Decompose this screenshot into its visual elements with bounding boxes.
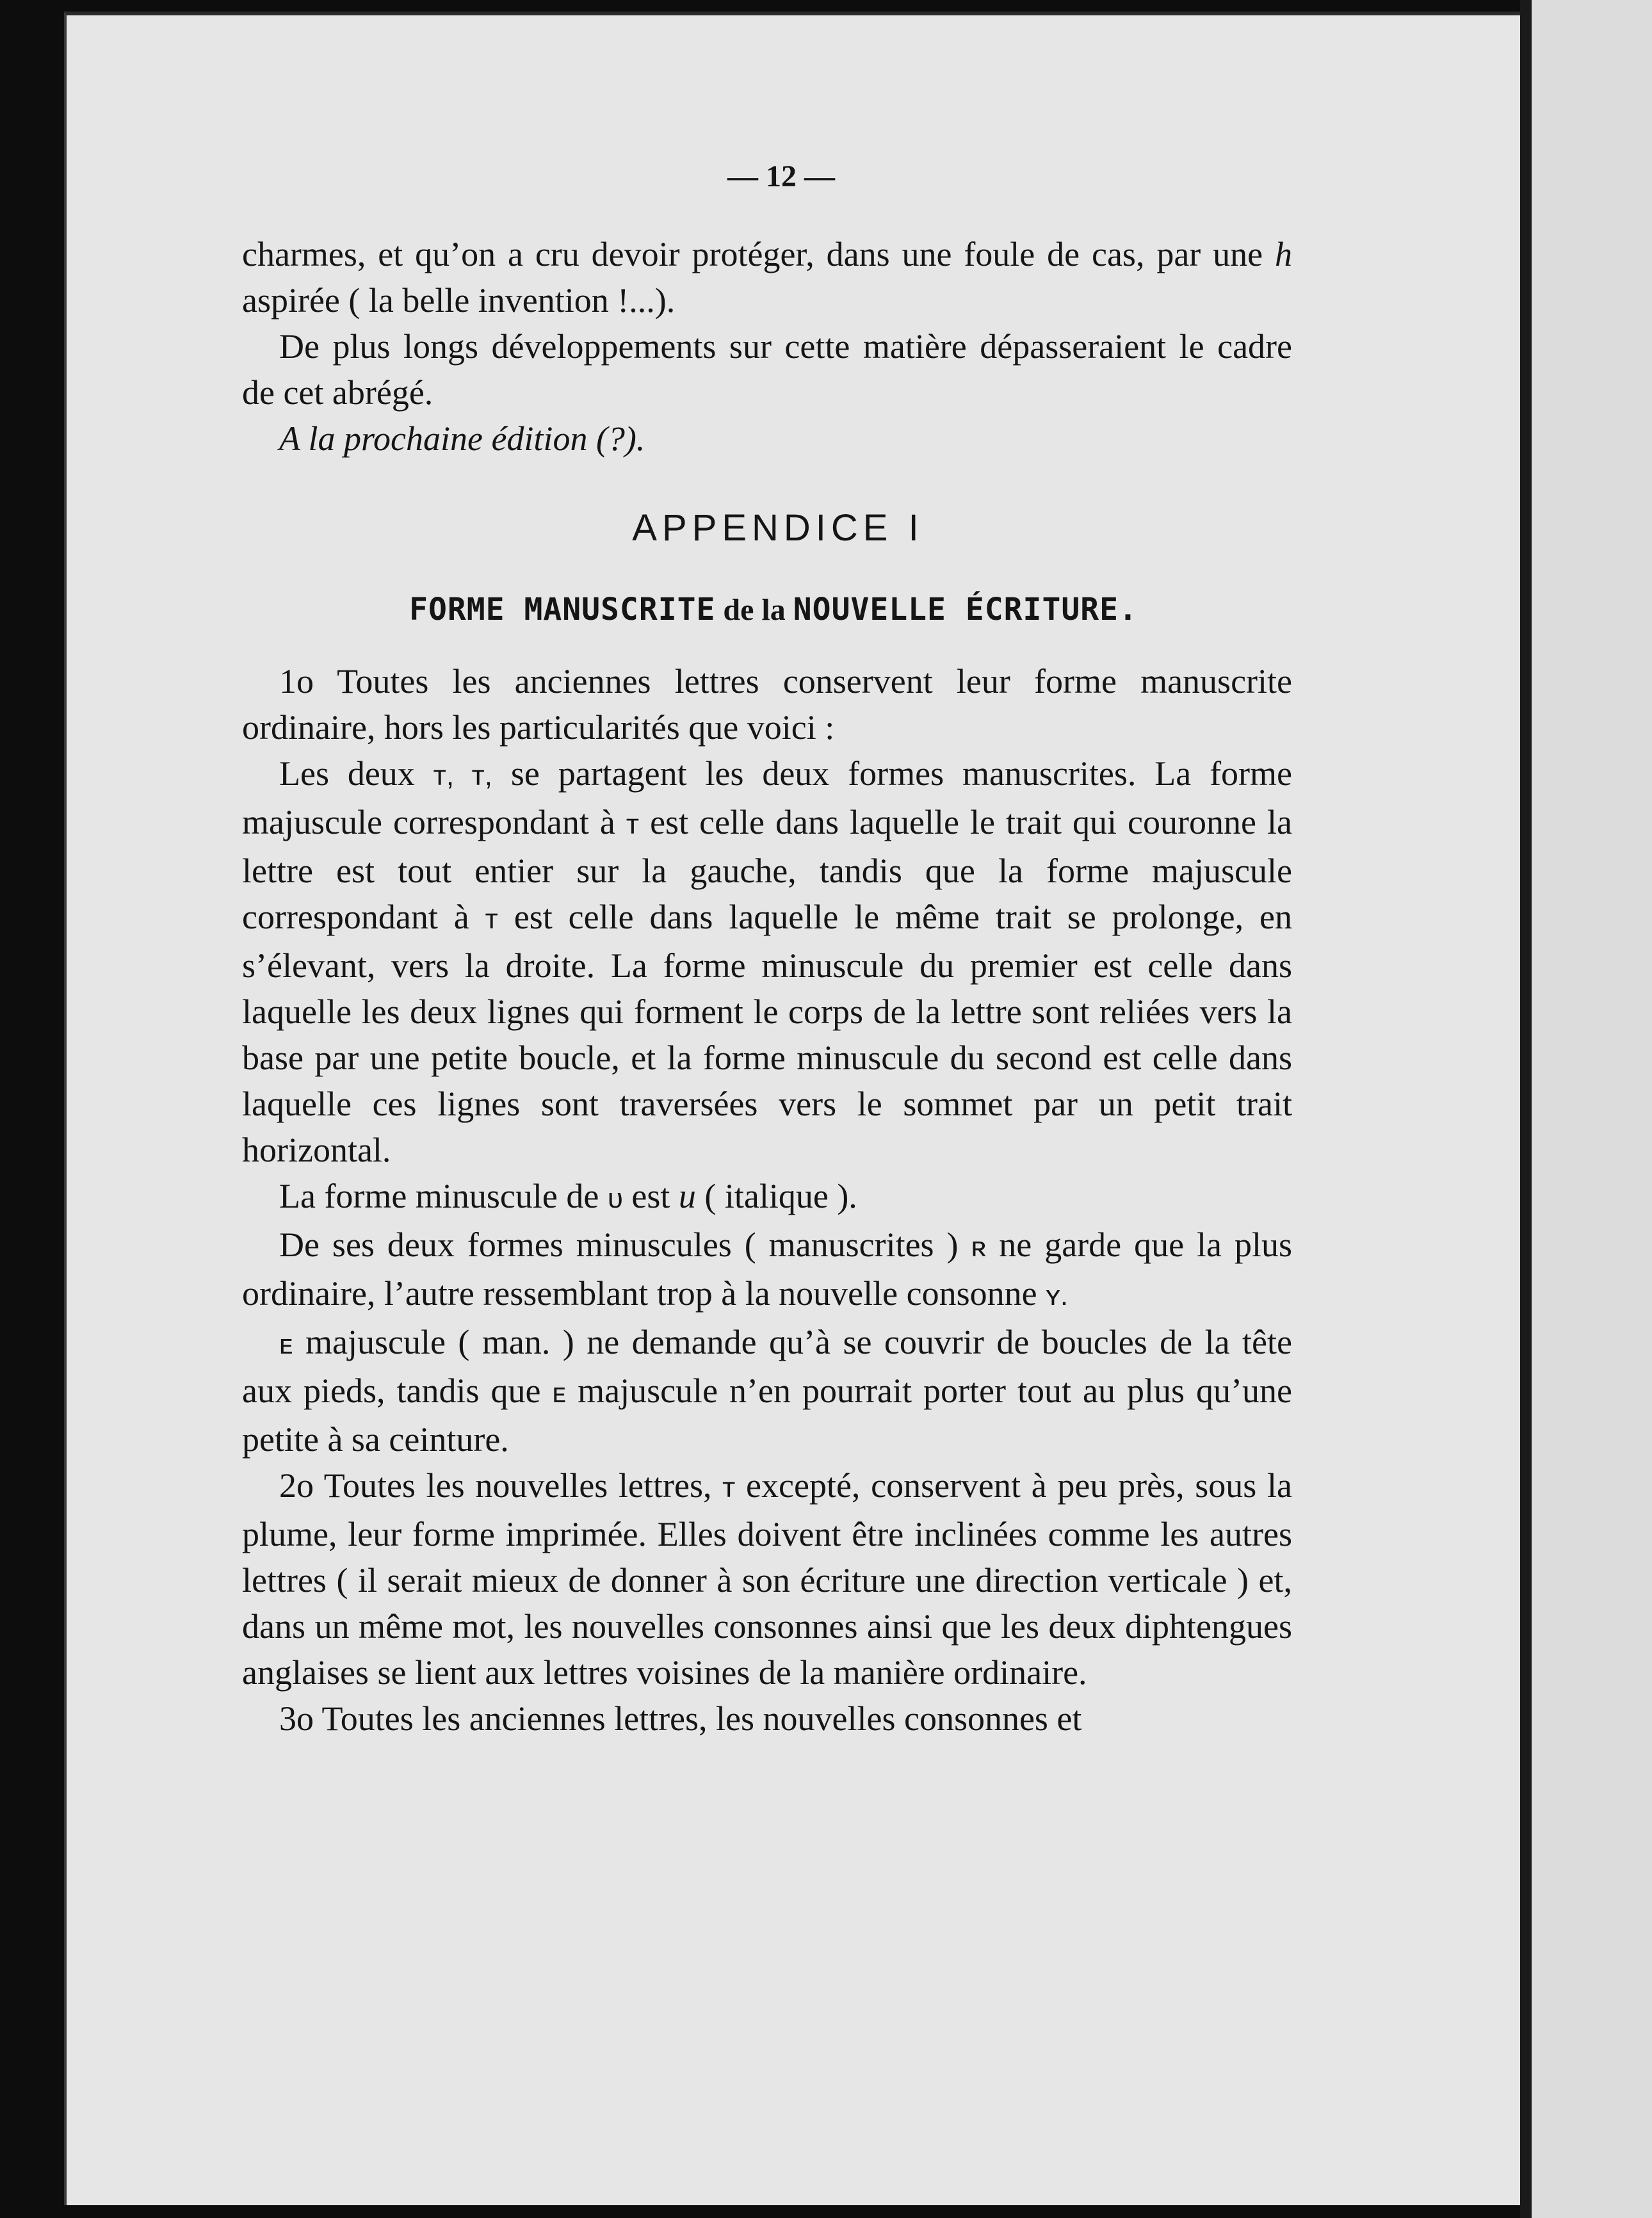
section-heading-part-3: NOUVELLE ÉCRITURE. [793, 592, 1138, 627]
special-letter: ᴛ [722, 1472, 736, 1503]
italic-h: h [1275, 235, 1292, 273]
section-heading-part-1: FORME MANUSCRITE [409, 592, 716, 627]
special-letter: ᴇ [552, 1377, 567, 1409]
text-run: se partagent les deux formes manuscrites. La forme majuscule correspondant à [242, 754, 1293, 841]
body-paragraph-1: 1o Toutes les anciennes lettres conservent leur forme manuscrite ordinaire, hors les particularités que voici : [242, 662, 1292, 747]
body-paragraph-6 [242, 1462, 1292, 1696]
special-letter: ᴛ [626, 809, 640, 840]
text-run: La forme minuscule de [279, 1177, 608, 1215]
special-letter: ᴛ [485, 903, 498, 935]
next-edition-note: A la prochaine édition [279, 419, 588, 458]
text-run: ( italique ). [695, 1177, 857, 1215]
special-letter: ᴜ [607, 1183, 623, 1214]
intro-paragraph-2: De plus longs développements sur cette matière dépasseraient le cadre de cet abrégé. [242, 327, 1292, 412]
text-run: est [622, 1177, 679, 1215]
adjacent-page-edge [1532, 0, 1652, 2218]
body-paragraph-5 [242, 1319, 1292, 1462]
text-run: majuscule ( man. ) ne demande qu’à se couvrir de boucles de la tête aux pieds, tandis que [242, 1323, 1292, 1410]
italic-u: u [678, 1177, 696, 1215]
intro-paragraph-1 [242, 231, 1292, 323]
special-letter: ʏ. [1046, 1280, 1069, 1311]
intro-paragraph-3 [242, 416, 1292, 462]
text-run: est celle dans laquelle le trait qui couronne la lettre est tout entier sur la gauche, tandis que la forme majuscule correspondant à [242, 803, 1292, 936]
special-letter: ᴛ, ᴛ, [433, 760, 493, 791]
text-run: excepté, conservent à peu près, sous la plume, leur forme imprimée. Elles doivent être inclinées comme les autres lettres ( il serait mieux de donner à son écriture une direction verticale ) et, dans un même mot, les nouvelles consonnes ainsi que les deux diphtengues anglaises se lient aux lettres voisines de la manière ordinaire. [242, 1466, 1292, 1692]
text-run: Les deux [279, 754, 433, 793]
body-paragraph-4 [242, 1222, 1292, 1319]
appendix-heading: APPENDICE I [632, 507, 924, 549]
next-edition-question: (?). [587, 419, 645, 458]
special-letter: ʀ [971, 1231, 987, 1263]
text-run: 2o Toutes les nouvelles lettres, [279, 1466, 723, 1505]
body-paragraph-7: 3o Toutes les anciennes lettres, les nouvelles consonnes et [279, 1699, 1082, 1738]
text-run: De ses deux formes minuscules ( manuscrites ) [279, 1226, 971, 1264]
page-gutter [1520, 0, 1532, 2218]
section-heading-part-2: de la [715, 593, 793, 627]
body-paragraph-3 [242, 1173, 1292, 1222]
intro-text: charmes, et qu’on a cru devoir protéger, dans une foule de cas, par une [242, 235, 1275, 273]
page-number: — 12 — [727, 159, 835, 193]
special-letter: ᴇ [279, 1329, 293, 1360]
text-run: majuscule n’en pourrait porter tout au plus qu’une petite à sa ceinture. [242, 1372, 1292, 1459]
text-run: ne garde que la plus ordinaire, l’autre ressemblant trop à la nouvelle consonne [242, 1226, 1292, 1313]
section-heading [242, 592, 1292, 627]
text-run: est celle dans laquelle le même trait se prolonge, en s’élevant, vers la droite. La forme minuscule du premier est celle dans laquelle les deux lignes qui forment le corps de la lettre sont reliées vers la base par une petite boucle, et la forme minuscule du second est celle dans laquelle ces lignes sont traversées vers le sommet par un petit trait horizontal. [242, 898, 1292, 1169]
page-text [242, 159, 1292, 1742]
intro-text-end: aspirée ( la belle invention !...). [242, 281, 676, 320]
body-paragraph-2 [242, 750, 1292, 1173]
